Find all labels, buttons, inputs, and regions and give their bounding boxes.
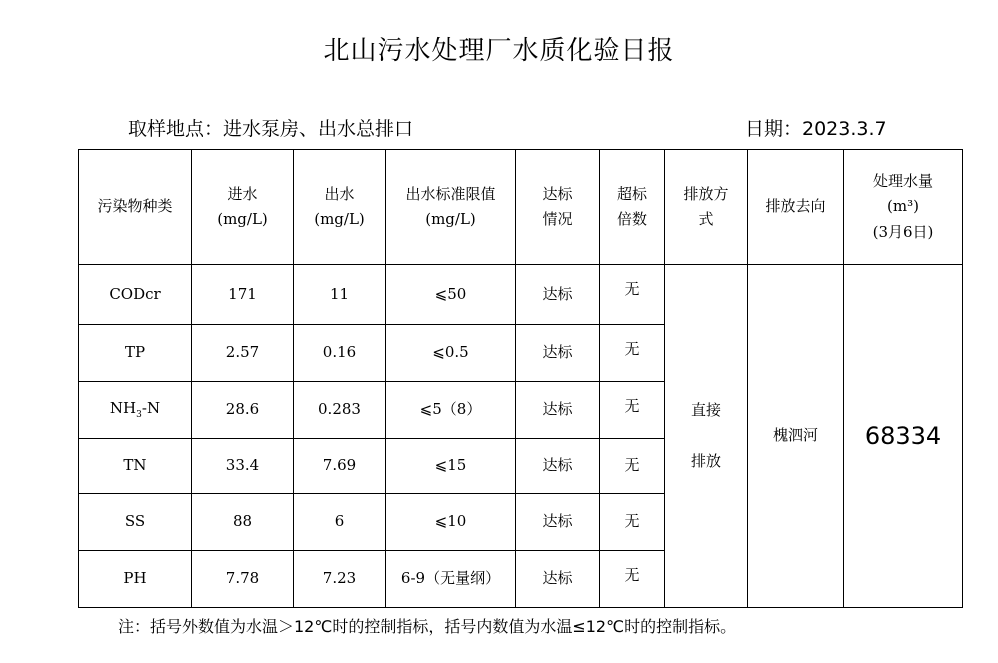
- header-volume: 处理水量 (m³) (3月6日): [844, 150, 963, 265]
- outflow-value: 7.69: [294, 439, 386, 494]
- footnote: 注：括号外数值为水温＞12℃时的控制指标，括号内数值为水温≤12℃时的控制指标。: [118, 617, 737, 636]
- compliance-status: 达标: [516, 325, 600, 382]
- exceed-multiple: 无: [600, 494, 665, 551]
- water-quality-table: [78, 149, 963, 608]
- inflow-value: 7.78: [192, 551, 294, 608]
- inflow-value: 88: [192, 494, 294, 551]
- compliance-status: 达标: [516, 494, 600, 551]
- inflow-value: 2.57: [192, 325, 294, 382]
- header-inflow: 进水 (mg/L): [192, 150, 294, 265]
- inflow-value: 33.4: [192, 439, 294, 494]
- header-discharge-destination: 排放去向: [748, 150, 844, 265]
- inflow-value: 171: [192, 265, 294, 325]
- header-row: [79, 150, 963, 265]
- pollutant-name: CODcr: [79, 265, 192, 325]
- limit-value: ⩽5（8）: [386, 382, 516, 439]
- compliance-status: 达标: [516, 382, 600, 439]
- header-limit: 出水标准限值 (mg/L): [386, 150, 516, 265]
- pollutant-name: TN: [79, 439, 192, 494]
- exceed-multiple: 无: [600, 325, 665, 382]
- exceed-multiple: 无: [600, 382, 665, 439]
- pollutant-name: TP: [79, 325, 192, 382]
- exceed-multiple: 无: [600, 439, 665, 494]
- header-pollutant: 污染物种类: [79, 150, 192, 265]
- pollutant-name: SS: [79, 494, 192, 551]
- header-outflow: 出水 (mg/L): [294, 150, 386, 265]
- limit-value: ⩽0.5: [386, 325, 516, 382]
- sampling-location: 取样地点：进水泵房、出水总排口: [128, 118, 414, 140]
- limit-value: ⩽50: [386, 265, 516, 325]
- limit-value: 6-9（无量纲）: [386, 551, 516, 608]
- limit-value: ⩽15: [386, 439, 516, 494]
- pollutant-name: $NH_3-N$: [79, 382, 192, 439]
- exceed-multiple: 无: [600, 265, 665, 325]
- outflow-value: 7.23: [294, 551, 386, 608]
- exceed-multiple: 无: [600, 551, 665, 608]
- outflow-value: 6: [294, 494, 386, 551]
- compliance-status: 达标: [516, 265, 600, 325]
- discharge-destination: 槐泗河: [748, 265, 844, 608]
- report-date: 日期：2023.3.7: [745, 118, 887, 140]
- outflow-value: 0.16: [294, 325, 386, 382]
- outflow-value: 11: [294, 265, 386, 325]
- pollutant-name: PH: [79, 551, 192, 608]
- outflow-value: 0.283: [294, 382, 386, 439]
- report-title: 北山污水处理厂水质化验日报: [323, 36, 675, 66]
- limit-value: ⩽10: [386, 494, 516, 551]
- header-discharge-mode: 排放方 式: [665, 150, 748, 265]
- treated-volume: 68334: [844, 265, 963, 608]
- compliance-status: 达标: [516, 551, 600, 608]
- discharge-mode: 直接 排放: [665, 265, 748, 608]
- header-compliance: 达标 情况: [516, 150, 600, 265]
- compliance-status: 达标: [516, 439, 600, 494]
- header-exceed: 超标 倍数: [600, 150, 665, 265]
- inflow-value: 28.6: [192, 382, 294, 439]
- table-row: [79, 265, 963, 325]
